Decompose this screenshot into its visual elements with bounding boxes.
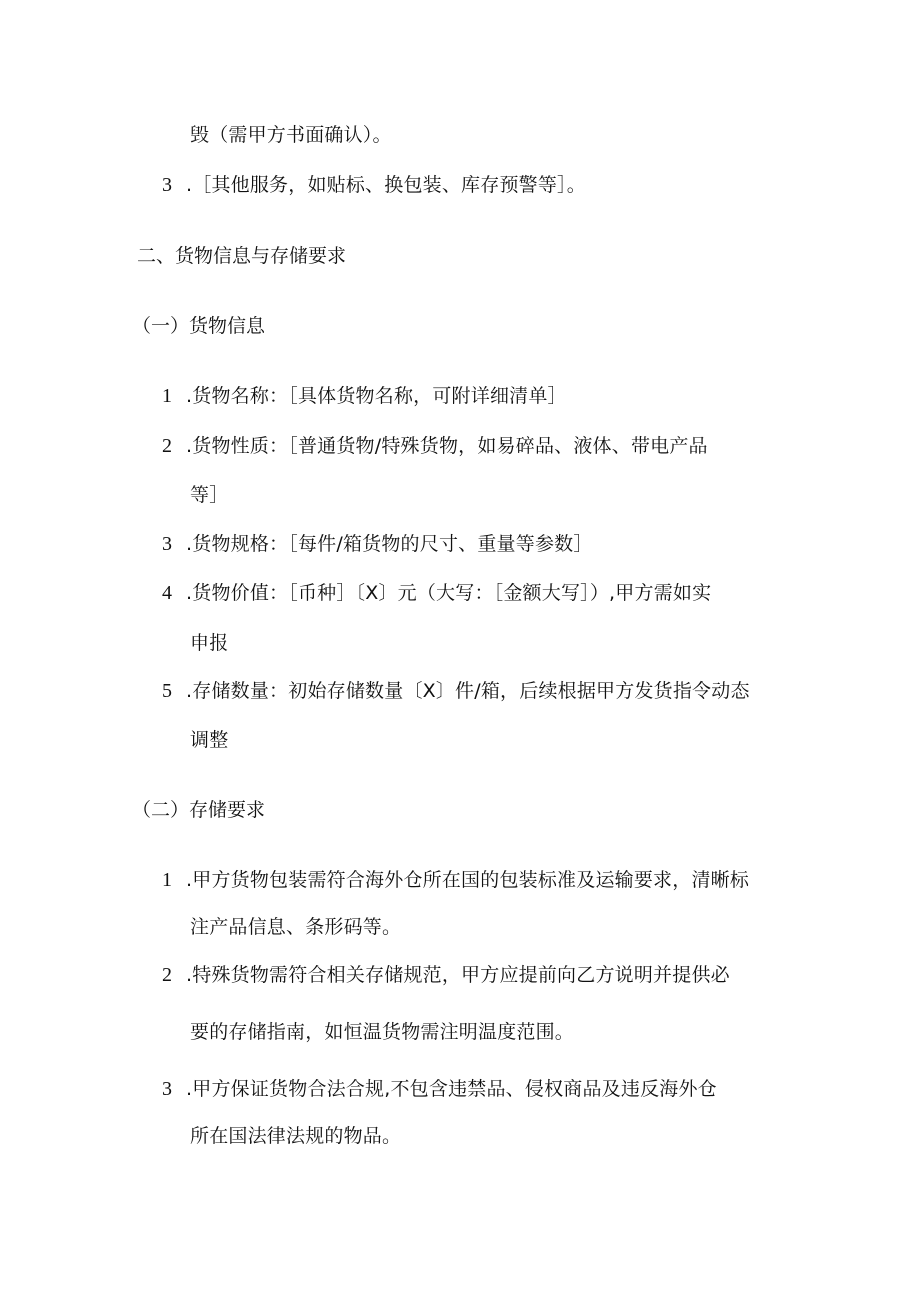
- list-item-text: .货物规格：［每件/箱货物的尺寸、重量等参数］: [186, 533, 593, 555]
- list-item-text: .货物价值：［币种］〔X〕元（大写：［金额大写］）,甲方需如实: [186, 582, 712, 604]
- list-item-text: .甲方保证货物合法合规,不包含违禁品、侵权商品及违反海外仓: [186, 1078, 717, 1100]
- list-item-text: .特殊货物需符合相关存储规范，甲方应提前向乙方说明并提供必: [186, 964, 730, 986]
- section-title: 二、货物信息与存储要求: [137, 245, 347, 267]
- item-number: 1: [162, 385, 172, 407]
- list-item-text: .货物名称：［具体货物名称，可附详细清单］: [186, 385, 567, 407]
- subsection-title-storage-requirements: （二）存储要求: [132, 799, 266, 821]
- item-number: 5: [162, 680, 172, 702]
- item-number: 3: [162, 174, 172, 196]
- list-item-continuation: 等］: [190, 484, 229, 506]
- continuation-line: 毁（需甲方书面确认）。: [190, 124, 392, 146]
- list-item-continuation: 要的存储指南，如恒温货物需注明温度范围。: [190, 1021, 575, 1043]
- item-number: 3: [162, 533, 172, 555]
- item-number: 4: [162, 582, 172, 604]
- item-number: 2: [162, 964, 172, 986]
- list-item-text: .［其他服务，如贴标、换包装、库存预警等］。: [186, 174, 586, 196]
- list-item-continuation: 调整: [190, 729, 229, 751]
- list-item-continuation: 申报: [190, 632, 229, 654]
- list-item-continuation: 所在国法律法规的物品。: [190, 1125, 402, 1147]
- item-number: 2: [162, 435, 172, 457]
- item-number: 1: [162, 869, 172, 891]
- list-item-continuation: 注产品信息、条形码等。: [190, 916, 402, 938]
- subsection-title-goods-info: （一）货物信息: [132, 315, 266, 337]
- list-item-text: .货物性质：［普通货物/特殊货物，如易碎品、液体、带电产品: [186, 435, 708, 457]
- list-item-text: .甲方货物包装需符合海外仓所在国的包装标准及运输要求，清晰标: [186, 869, 750, 891]
- item-number: 3: [162, 1078, 172, 1100]
- list-item-text: .存储数量：初始存储数量〔X〕件/箱，后续根据甲方发货指令动态: [186, 680, 750, 702]
